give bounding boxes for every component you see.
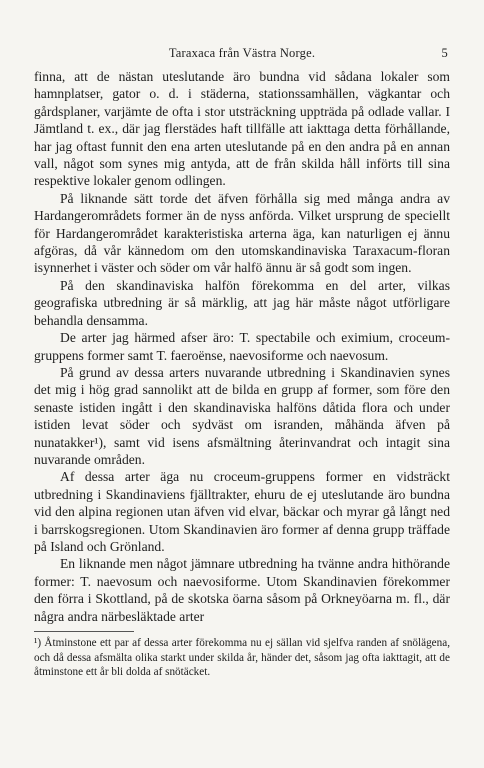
paragraph: De arter jag härmed afser äro: T. spectabile och eximium, croceum-gruppens former samt T. faeroënse, naevosiforme och naevosum. [34,330,450,363]
paragraph: Af dessa arter äga nu croceum-gruppens former en vidsträckt utbredning i Skandinaviens fjälltrakter, ehuru de ej uteslutande äro bundna vid den alpina regionen utan äfven vid elvar, bäckar och myrar gå långt ned i barrskogsregionen. Utom Skandinavien äro former af denna grupp träffade på Island och Grönland. [34,469,450,554]
paragraph: På den skandinaviska halfön förekomma en del arter, vilkas geografiska utbredning är så märklig, att jag här måste något utförligare behandla densamma. [34,277,450,328]
body-text [34,68,450,625]
page [34,46,450,680]
paragraph: finna, att de nästan uteslutande äro bundna vid sådana lokaler som hamnplatser, gator o. d. i städerna, stationssamhällen, vägkantar och gårdsplaner, varjämte de ofta i stor utsträckning uppträda på odlade vallar. I Jämtland t. ex., där jag flerstädes haft tillfälle att iakttaga detta förhållande, har jag oftast funnit den ena arten uteslutande på en den andra på en annan vall, något som synes mig antyda, att de från skilda håll införts till sina respektive lokaler genom odlingen. [34,69,450,189]
paragraph: En liknande men något jämnare utbredning ha tvänne andra hithörande former: T. naevosum och naevosiforme. Utom Skandinavien förekommer den förra i Skottland, på de skotska öarna såsom på Orkneyöarna m. fl., där några andra närbesläktade arter [34,556,450,624]
footnote-divider [34,631,134,632]
running-header [34,46,450,68]
paragraph: På grund av dessa arters nuvarande utbredning i Skandinavien synes det mig i hög grad sannolikt att de bilda en grupp af former, som före den senaste istiden ingått i den skandinaviska halföns dåtida flora och under istiden levat söder och sydväst om isranden, måhända äfven på nunatakker¹), samt vid isens afsmältning återinvandrat och intagit sina nuvarande områden. [34,364,450,467]
running-title: Taraxaca från Västra Norge. [168,46,316,60]
footnote: ¹) Åtminstone ett par af dessa arter förekomma nu ej sällan vid sjelfva randen af snölägena, och då dessa afsmälta olika starkt under skilda år, händer det, såsom jag ofta iakttagit, att de åtminstone ett år bli dolda af snötäcket. [34,637,450,679]
page-number: 5 [441,46,448,60]
paragraph: På liknande sätt torde det äfven förhålla sig med många andra av Hardangerområdets former än de nyss anförda. Vilket ursprung de speciellt för Hardangerområdet karakteristiska arterna äga, kan naturligen ej ännu afgöras, då vår kännedom om den utomskandinaviska Taraxacum-floran isynnerhet i väster och söder om vår halfö ännu är så godt som ingen. [34,190,450,276]
